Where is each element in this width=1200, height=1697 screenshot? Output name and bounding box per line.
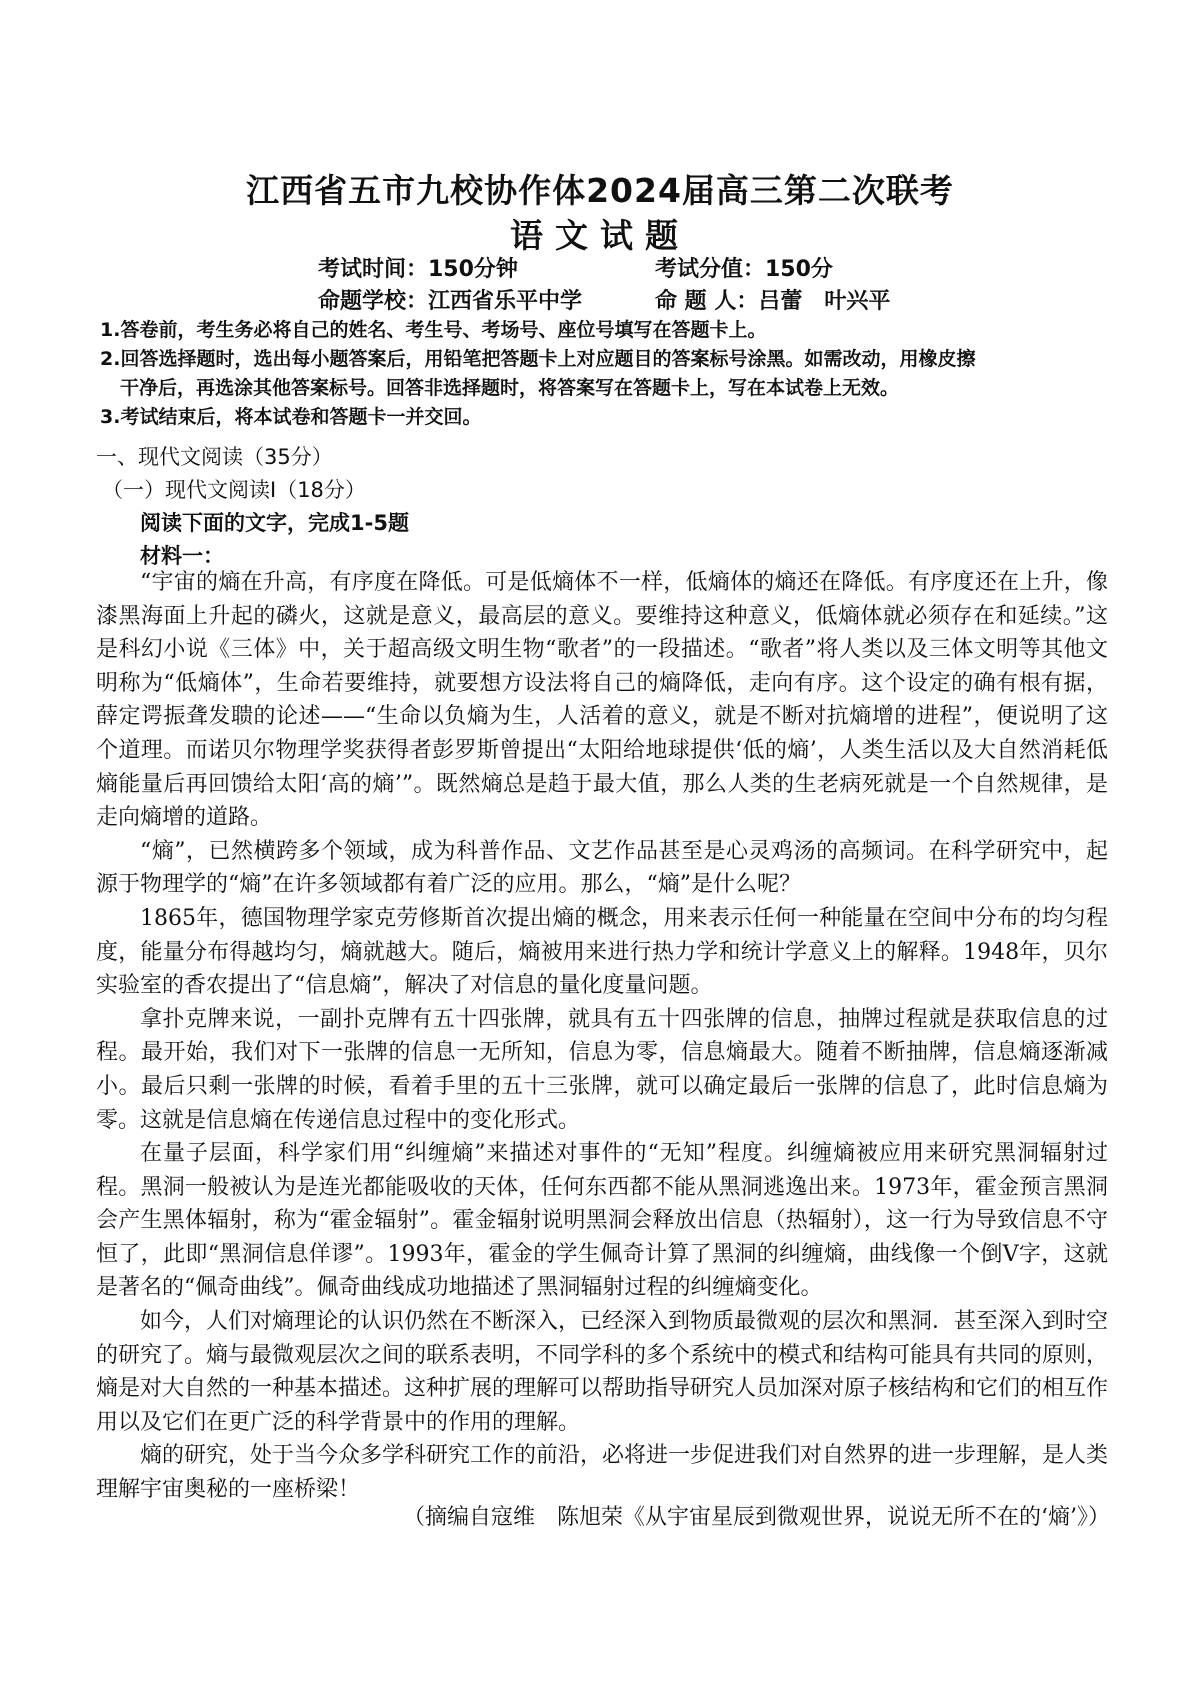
notice-item: 干净后，再选涂其他答案标号。回答非选择题时，将答案写在答题卡上，写在本试卷上无效。 [120,377,900,399]
notice-item: 3.考试结束后，将本试卷和答题卡一并交回。 [100,406,482,428]
section-subheading: （一）现代文阅读Ⅰ（18分） [102,478,366,502]
section-heading: 一、现代文阅读（35分） [96,445,333,469]
reading-passage [96,566,1108,1507]
notice-list [100,316,1110,432]
notice-item: 2.回答选择题时，选出每小题答案后，用铅笔把答题卡上对应题目的答案标号涂黑。如需改动，用橡皮擦 [100,348,976,370]
passage-paragraph: 如今，人们对熵理论的认识仍然在不断深入，已经深入到物质最微观的层次和黑洞．甚至深入到时空的研究了。熵与最微观层次之间的联系表明，不同学科的多个系统中的模式和结构可能具有共同的原则，熵是对大自然的一种基本描述。这种扩展的理解可以帮助指导研究人员加深对原子核结构和它们的相互作用以及它们在更广泛的科学背景中的作用的理解。 [96,1309,1109,1435]
material-label: 材料一： [140,544,224,568]
passage-paragraph: 拿扑克牌来说，一副扑克牌有五十四张牌，就具有五十四张牌的信息，抽牌过程就是获取信息的过程。最开始，我们对下一张牌的信息一无所知，信息为零，信息熵最大。随着不断抽牌，信息熵逐渐减小。最后只剩一张牌的时候，看着手里的五十三张牌，就可以确定最后一张牌的信息了，此时信息熵为零。这就是信息熵在传递信息过程中的变化形式。 [96,1006,1108,1133]
reading-instruction: 阅读下面的文字，完成1-5题 [140,511,409,535]
passage-paragraph: 熵的研究，处于当今众多学科研究工作的前沿，必将进一步促进我们对自然界的进一步理解，是人类理解宇宙奥秘的一座桥梁！ [96,1443,1109,1503]
exam-time: 考试时间：150分钟 [318,257,518,282]
notice-item: 1.答卷前，考生务必将自己的姓名、考生号、考场号、座位号填写在答题卡上。 [100,319,767,341]
exam-school: 命题学校：江西省乐平中学 [318,289,583,314]
passage-paragraph: 1865年，德国物理学家克劳修斯首次提出熵的概念，用来表示任何一种能量在空间中分布的均匀程度，能量分布得越均匀，熵就越大。随后，熵被用来进行热力学和统计学意义上的解释。1948年，贝尔实验室的香农提出了“信息熵”，解决了对信息的量化度量问题。 [96,905,1108,999]
passage-paragraph: “宇宙的熵在升高，有序度在降低。可是低熵体不一样，低熵体的熵还在降低。有序度还在上升，像漆黑海面上升起的磷火，这就是意义，最高层的意义。要维持这种意义，低熵体就必须存在和延续。”这是科幻小说《三体》中，关于超高级文明生物“歌者”的一段描述。“歌者”将人类以及三体文明等其他文明称为“低熵体”，生命若要维持，就要想方设法将自己的熵降低，走向有序。这个设定的确有根有据，薛定谔振聋发聩的论述——“生命以负熵为生，人活着的意义，就是不断对抗熵增的进程”，便说明了这个道理。而诺贝尔物理学奖获得者彭罗斯曾提出“太阳给地球提供‘低的熵’，人类生活以及大自然消耗低熵能量后再回馈给太阳‘高的熵’”。既然熵总是趋于最大值，那么人类的生老病死就是一个自然规律，是走向熵增的道路。 [96,570,1108,831]
passage-paragraph: 在量子层面，科学家们用“纠缠熵”来描述对事件的“无知”程度。纠缠熵被应用来研究黑洞辐射过程。黑洞一般被认为是连光都能吸收的天体，任何东西都不能从黑洞逃逸出来。1973年，霍金预言黑洞会产生黑体辐射，称为“霍金辐射”。霍金辐射说明黑洞会释放出信息（热辐射），这一行为导致信息不守恒了，此即“黑洞信息佯谬”。1993年，霍金的学生佩奇计算了黑洞的纠缠熵，曲线像一个倒V字，这就是著名的“佩奇曲线”。佩奇曲线成功地描述了黑洞辐射过程的纠缠熵变化。 [96,1141,1108,1301]
exam-title: 江西省五市九校协作体2024届高三第二次联考 [246,171,954,210]
passage-source: （摘编自寇维 陈旭荣《从宇宙星辰到微观世界，说说无所不在的‘熵’》） [403,1505,1110,1530]
exam-authors: 命 题 人：吕蕾 叶兴平 [655,289,891,314]
passage-paragraph: “熵”，已然横跨多个领域，成为科普作品、文艺作品甚至是心灵鸡汤的高频词。在科学研究中，起源于物理学的“熵”在许多领域都有着广泛的应用。那么，“熵”是什么呢？ [96,838,1108,898]
exam-score: 考试分值：150分 [655,257,833,282]
exam-subject: 语文试题 [510,216,690,255]
